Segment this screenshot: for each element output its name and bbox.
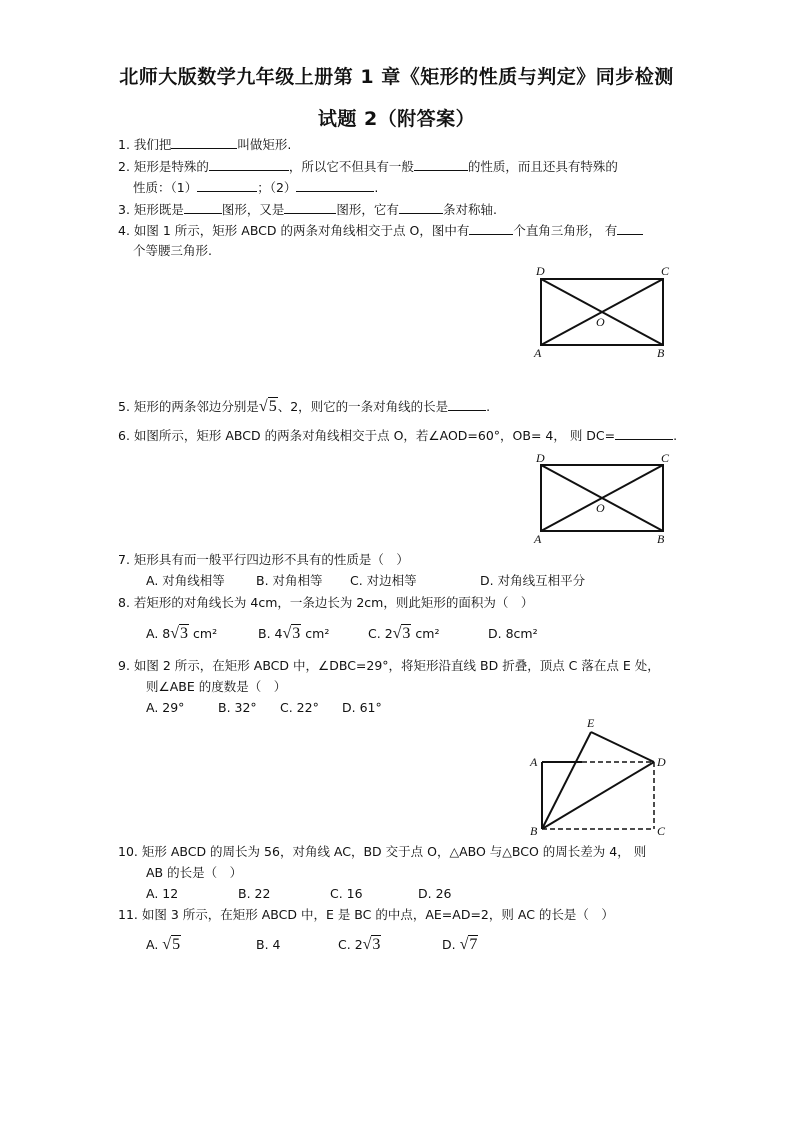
q1-text-b: 叫做矩形. xyxy=(237,137,292,152)
fig2-label-a: A xyxy=(534,532,542,546)
q11-option-c[interactable]: C. 2√3 xyxy=(338,936,381,953)
q3-text-b: 图形，又是 xyxy=(221,202,285,217)
q3-blank-2[interactable] xyxy=(284,201,336,214)
q9-option-b[interactable]: B. 32° xyxy=(218,700,257,715)
q10-option-a[interactable]: A. 12 xyxy=(146,886,179,901)
q11-stem: 11. 如图 3 所示，在矩形 ABCD 中，E 是 BC 的中点，AE=AD=2，则 AC 的长是（ ） xyxy=(118,907,614,922)
q7-option-a[interactable]: A. 对角线相等 xyxy=(146,573,225,588)
q5-blank[interactable] xyxy=(448,398,486,411)
question-9-cont xyxy=(146,679,286,695)
q3-blank-3[interactable] xyxy=(399,201,443,214)
question-2 xyxy=(118,158,618,175)
question-10-cont xyxy=(146,865,242,881)
q11-option-a[interactable]: A. √5 xyxy=(146,936,181,953)
fig2-label-o: O xyxy=(596,501,605,515)
q6-text-b: . xyxy=(673,428,678,443)
q11-option-d[interactable]: D. √7 xyxy=(442,936,478,953)
q2-text-b: ，所以它不但具有一般 xyxy=(288,159,414,174)
q7-stem: 7. 矩形具有而一般平行四边形不具有的性质是（ ） xyxy=(118,552,409,567)
q8-option-c[interactable]: C. 2√3 cm² xyxy=(368,625,440,642)
q1-blank[interactable] xyxy=(171,136,237,149)
figure-3-folded-rectangle xyxy=(524,712,674,840)
q6-blank[interactable] xyxy=(615,427,673,440)
doc-title-line1: 北师大版数学九年级上册第 1 章《矩形的性质与判定》同步检测 xyxy=(119,66,674,88)
fig2-label-b: B xyxy=(657,532,665,546)
q4-text-a: 4. 如图 1 所示，矩形 ABCD 的两条对角线相交于点 O，图中有 xyxy=(118,223,470,238)
q2-text-f: . xyxy=(374,180,379,195)
question-8 xyxy=(118,595,533,611)
q9-stem-1: 9. 如图 2 所示，在矩形 ABCD 中，∠DBC=29°，将矩形沿直线 BD 折叠，顶点 C 落在点 E 处， xyxy=(118,658,660,673)
question-10 xyxy=(118,844,646,860)
q10-option-d[interactable]: D. 26 xyxy=(418,886,452,901)
q2-blank-4[interactable] xyxy=(296,179,374,192)
q5-text-a: 5. 矩形的两条邻边分别是 xyxy=(118,399,259,414)
fig1-label-a: A xyxy=(534,346,542,360)
q7-options xyxy=(146,573,585,589)
q2-blank-1[interactable] xyxy=(209,158,289,171)
question-6 xyxy=(118,427,677,444)
q10-options xyxy=(146,886,451,902)
figure-2-rectangle xyxy=(528,452,678,548)
fig2-label-d: D xyxy=(536,452,545,465)
q9-option-c[interactable]: C. 22° xyxy=(280,700,319,715)
q5-text-b: 、2，则它的一条对角线的长是 xyxy=(277,399,449,414)
q8-option-d[interactable]: D. 8cm² xyxy=(488,626,538,641)
q4-text-b: 个直角三角形， 有 xyxy=(513,223,618,238)
q7-option-b[interactable]: B. 对角相等 xyxy=(256,573,323,588)
q3-blank-1[interactable] xyxy=(184,201,222,214)
q10-option-c[interactable]: C. 16 xyxy=(330,886,363,901)
fig3-label-a: A xyxy=(530,755,538,769)
q5-sqrt: √5 xyxy=(258,398,277,415)
fig3-label-e: E xyxy=(587,716,595,730)
q10-stem-1: 10. 矩形 ABCD 的周长为 56，对角线 AC，BD 交于点 O，△ABO 与△BCO 的周长差为 4， 则 xyxy=(118,844,647,859)
question-4-cont xyxy=(133,243,212,259)
q2-text-d: 性质：（1） xyxy=(133,180,198,195)
fig1-label-o: O xyxy=(596,315,605,329)
q1-text-a: 1. 我们把 xyxy=(118,137,172,152)
q4-blank-2[interactable] xyxy=(617,222,643,235)
fig3-label-c: C xyxy=(657,824,666,838)
fig3-line-ed xyxy=(591,732,654,762)
fig3-label-b: B xyxy=(530,824,538,838)
q8-option-a[interactable]: A. 8√3 cm² xyxy=(146,625,218,642)
q7-option-d[interactable]: D. 对角线互相平分 xyxy=(480,573,586,588)
q11-option-b[interactable]: B. 4 xyxy=(256,937,281,952)
fig3-label-d: D xyxy=(657,755,666,769)
q10-stem-2: AB 的长是（ ） xyxy=(146,865,243,880)
q5-radicand: 5 xyxy=(268,398,277,415)
fig2-label-c: C xyxy=(661,452,670,465)
fig1-label-c: C xyxy=(661,264,670,278)
q2-blank-3[interactable] xyxy=(197,179,257,192)
q8-stem: 8. 若矩形的对角线长为 4cm，一条边长为 2cm，则此矩形的面积为（ ） xyxy=(118,595,534,610)
doc-title-line2: 试题 2（附答案） xyxy=(317,108,476,130)
q5-text-c: . xyxy=(486,399,491,414)
question-7 xyxy=(118,552,409,568)
question-1 xyxy=(118,136,291,153)
fig1-label-b: B xyxy=(657,346,665,360)
q9-option-a[interactable]: A. 29° xyxy=(146,700,185,715)
question-3 xyxy=(118,201,497,218)
q2-text-c: 的性质，而且还具有特殊的 xyxy=(467,159,618,174)
q4-text-c: 个等腰三角形. xyxy=(133,243,212,258)
q2-blank-2[interactable] xyxy=(414,158,468,171)
question-9 xyxy=(118,658,660,674)
q11-options xyxy=(146,937,478,953)
q10-option-b[interactable]: B. 22 xyxy=(238,886,271,901)
question-11 xyxy=(118,907,614,923)
question-5 xyxy=(118,398,490,415)
q2-text-a: 2. 矩形是特殊的 xyxy=(118,159,209,174)
q3-text-d: 条对称轴. xyxy=(442,202,497,217)
question-2-cont xyxy=(133,179,378,196)
q2-text-e: ；（2） xyxy=(257,180,297,195)
q7-option-c[interactable]: C. 对边相等 xyxy=(350,573,417,588)
q9-stem-2: 则∠ABE 的度数是（ ） xyxy=(146,679,287,694)
q3-text-a: 3. 矩形既是 xyxy=(118,202,184,217)
q9-option-d[interactable]: D. 61° xyxy=(342,700,382,715)
q8-option-b[interactable]: B. 4√3 cm² xyxy=(258,625,330,642)
q6-text-a: 6. 如图所示，矩形 ABCD 的两条对角线相交于点 O，若∠AOD=60°，OB= 4， 则 DC= xyxy=(118,428,616,443)
q8-options xyxy=(146,626,538,642)
q4-blank-1[interactable] xyxy=(469,222,513,235)
q3-text-c: 图形，它有 xyxy=(336,202,399,217)
fig1-label-d: D xyxy=(536,264,545,278)
q9-options xyxy=(146,700,382,716)
figure-1-rectangle xyxy=(528,264,678,364)
question-4 xyxy=(118,222,643,239)
